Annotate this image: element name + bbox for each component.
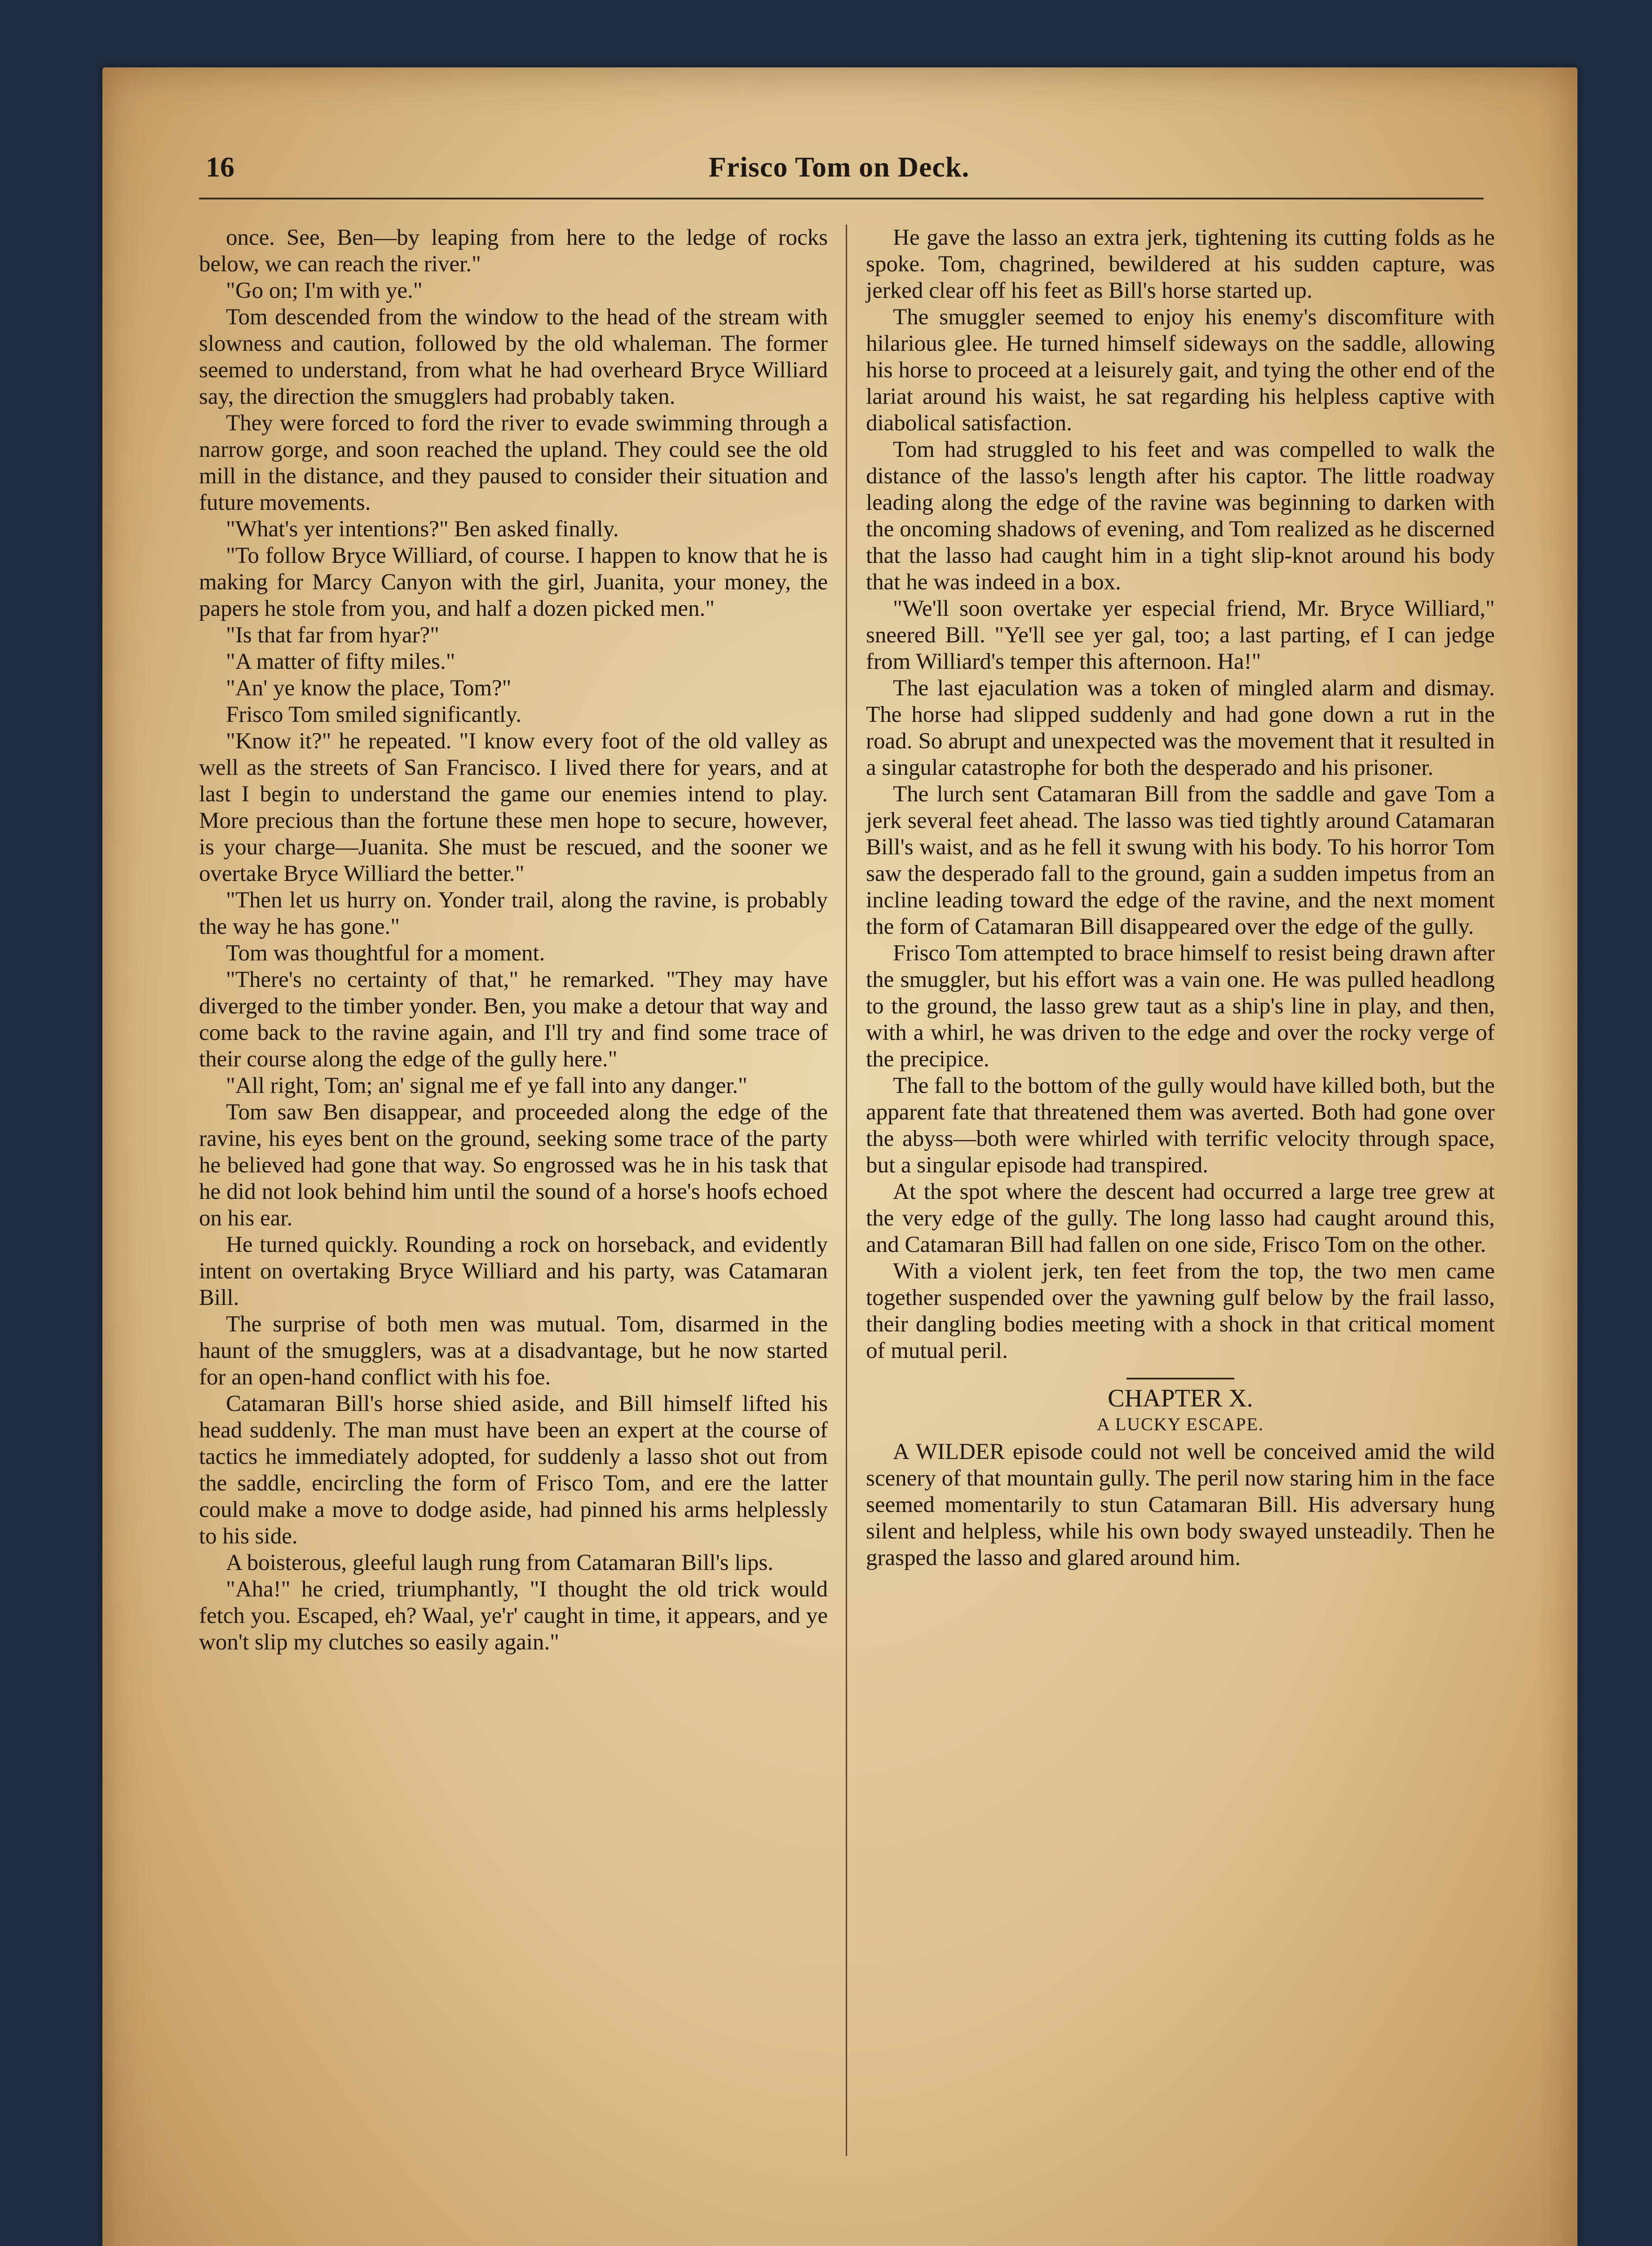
paragraph: Tom had struggled to his feet and was compelled to walk the distance of the lasso's length after his captor. The little roadway leading along the edge of the ravine was beginning to darken with the oncoming shadows of evening, and Tom realized as he discerned that the lasso had caught him in a tight slip-knot around his body that he was indeed in a box. xyxy=(866,437,1495,595)
paragraph: "What's yer intentions?" Ben asked finally. xyxy=(226,517,619,542)
right-column-paragraphs xyxy=(866,225,1495,1364)
paragraph: Tom descended from the window to the head of the stream with slowness and caution, followed by the old whaleman. The former seemed to understand, from what he had overheard Bryce Williard say, the direction the smugglers had probably taken. xyxy=(199,305,828,409)
book-page xyxy=(102,67,1577,2246)
page-number: 16 xyxy=(206,151,234,183)
paragraph: Frisco Tom smiled significantly. xyxy=(226,702,521,727)
paragraph: "A matter of fifty miles." xyxy=(226,649,455,674)
paragraph: "Aha!" he cried, triumphantly, "I thought the old trick would fetch you. Escaped, eh? Waal, ye'r' caught in time, it appears, and ye won't slip my clutches so easily again." xyxy=(199,1577,828,1655)
paragraph: Catamaran Bill's horse shied aside, and Bill himself lifted his head suddenly. The man must have been an expert at the course of tactics he immediately adopted, for suddenly a lasso shot out from the saddle, encircling the form of Frisco Tom, and ere the latter could make a move to dodge aside, had pinned his arms helplessly to his side. xyxy=(199,1391,828,1549)
paragraph: once. See, Ben—by leaping from here to the ledge of rocks below, we can reach the river." xyxy=(199,225,828,277)
paragraph: "Go on; I'm with ye." xyxy=(226,278,423,303)
paragraph: "Is that far from hyar?" xyxy=(226,623,439,648)
column-divider xyxy=(846,225,847,2156)
paragraph: The surprise of both men was mutual. Tom, disarmed in the haunt of the smugglers, was at a disadvantage, but he now started for an open-hand conflict with his foe. xyxy=(199,1312,828,1390)
paragraph: With a violent jerk, ten feet from the top, the two men came together suspended over the yawning gulf below by the frail lasso, their dangling bodies meeting with a shock in that critical moment of mutual peril. xyxy=(866,1259,1495,1363)
paragraph: "An' ye know the place, Tom?" xyxy=(226,676,512,701)
chapter-title: CHAPTER X. xyxy=(1108,1384,1253,1412)
paragraph: "Then let us hurry on. Yonder trail, along the ravine, is probably the way he has gone." xyxy=(199,888,828,939)
paragraph: Tom saw Ben disappear, and proceeded along the edge of the ravine, his eyes bent on the ground, seeking some trace of the party he believed had gone that way. So engrossed was he in his task that he did not look behind him until the sound of a horse's hoofs echoed on his ear. xyxy=(199,1100,828,1231)
paragraph: He gave the lasso an extra jerk, tightening its cutting folds as he spoke. Tom, chagrined, bewildered at his sudden capture, was jerked clear off his feet as Bill's horse started up. xyxy=(866,225,1495,303)
paragraph: Tom was thoughtful for a moment. xyxy=(226,941,545,966)
running-title: Frisco Tom on Deck. xyxy=(708,151,970,183)
paragraph: "There's no certainty of that," he remarked. "They may have diverged to the timber yonder. Ben, you make a detour that way and come back to the ravine again, and I'll try and find some trace of their course along the edge of the gully here." xyxy=(199,967,828,1072)
paragraph: Frisco Tom attempted to brace himself to resist being drawn after the smuggler, but his effort was a vain one. He was pulled headlong to the ground, the lasso grew taut as a ship's line in play, and then, with a whirl, he was driven to the edge and over the rocky verge of the precipice. xyxy=(866,941,1495,1072)
paragraph: The fall to the bottom of the gully would have killed both, but the apparent fate that threatened them was averted. Both had gone over the abyss—both were whirled with terrific velocity through space, but a singular episode had transpired. xyxy=(866,1073,1495,1178)
header-rule xyxy=(199,198,1484,199)
paragraph: The lurch sent Catamaran Bill from the saddle and gave Tom a jerk several feet ahead. The lasso was tied tightly around Catamaran Bill's waist, and as he fell it swung with his body. To his horror Tom saw the desperado fall to the ground, gain a sudden impetus from an incline leading toward the edge of the ravine, and the next moment the form of Catamaran Bill disappeared over the edge of the gully. xyxy=(866,782,1495,939)
paragraph: "Know it?" he repeated. "I know every foot of the old valley as well as the streets of San Francisco. I lived there for years, and at last I begin to understand the game our enemies intend to play. More precious than the fortune these men hope to secure, however, is your charge—Juanita. She must be rescued, and the sooner we overtake Bryce Williard the better." xyxy=(199,729,828,886)
paragraph: The last ejaculation was a token of mingled alarm and dismay. The horse had slipped suddenly and had gone down a rut in the road. So abrupt and unexpected was the movement that it resulted in a singular catastrophe for both the desperado and his prisoner. xyxy=(866,676,1495,780)
paragraph: A boisterous, gleeful laugh rung from Catamaran Bill's lips. xyxy=(226,1550,773,1575)
chapter-rule xyxy=(1126,1378,1234,1379)
paragraph: At the spot where the descent had occurred a large tree grew at the very edge of the gully. The long lasso had caught around this, and Catamaran Bill had fallen on one side, Frisco Tom on the other. xyxy=(866,1179,1495,1257)
right-column xyxy=(866,225,1495,1571)
paragraph: He turned quickly. Rounding a rock on horseback, and evidently intent on overtaking Bryce Williard and his party, was Catamaran Bill. xyxy=(199,1232,828,1310)
paragraph: The smuggler seemed to enjoy his enemy's discomfiture with hilarious glee. He turned himself sideways on the saddle, allowing his horse to proceed at a leisurely gait, and tying the other end of the lariat around his waist, he sat regarding his helpless captive with diabolical satisfaction. xyxy=(866,305,1495,436)
paragraph: "We'll soon overtake yer especial friend, Mr. Bryce Williard," sneered Bill. "Ye'll see yer gal, too; a last parting, ef I can jedge from Williard's temper this afternoon. Ha!" xyxy=(866,596,1495,674)
page-header xyxy=(206,150,1472,204)
paragraph: "To follow Bryce Williard, of course. I happen to know that he is making for Marcy Canyon with the girl, Juanita, your money, the papers he stole from you, and half a dozen picked men." xyxy=(199,543,828,621)
chapter-paragraph: A WILDER episode could not well be conceived amid the wild scenery of that mountain gully. The peril now staring him in the face seemed momentarily to stun Catamaran Bill. His adversary hung silent and helpless, while his own body swayed unsteadily. Then he grasped the lasso and glared around him. xyxy=(866,1439,1495,1570)
paragraph: They were forced to ford the river to evade swimming through a narrow gorge, and soon reached the upland. They could see the old mill in the distance, and they paused to consider their situation and future movements. xyxy=(199,411,828,515)
paragraph: "All right, Tom; an' signal me ef ye fall into any danger." xyxy=(226,1073,747,1098)
chapter-subtitle: A LUCKY ESCAPE. xyxy=(1097,1414,1264,1434)
left-column xyxy=(199,225,828,1656)
